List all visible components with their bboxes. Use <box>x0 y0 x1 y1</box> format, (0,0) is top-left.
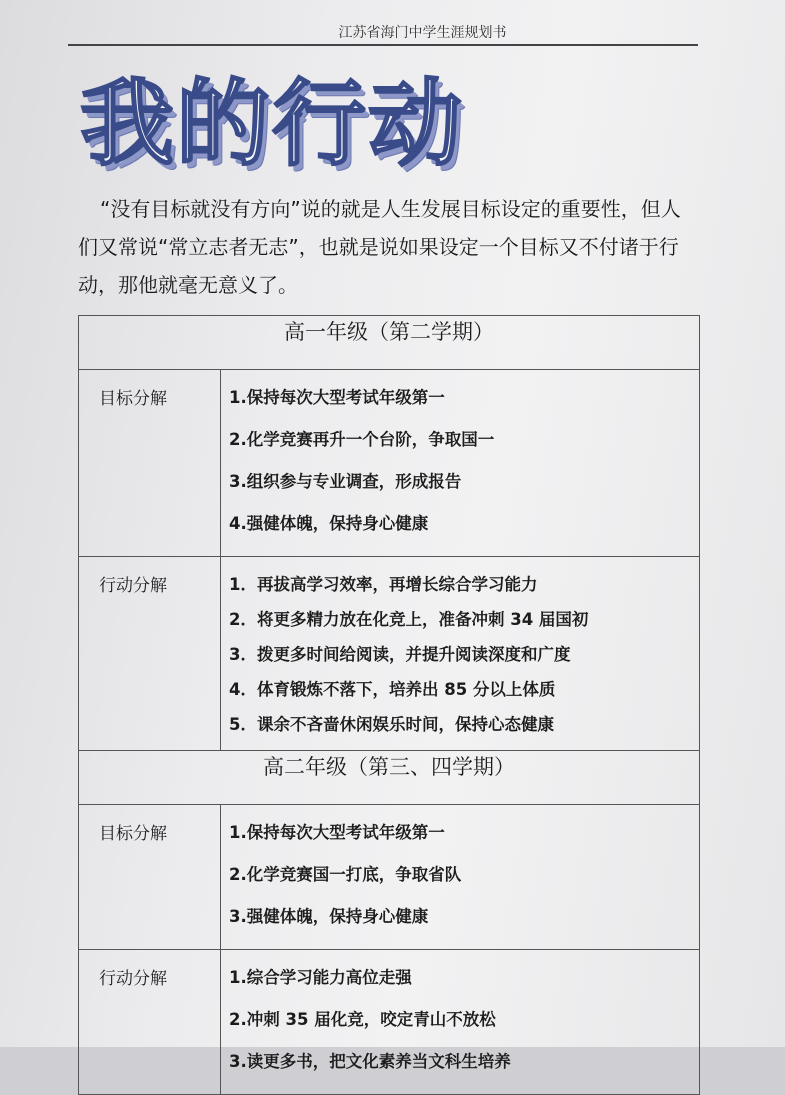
list-item: 3.强健体魄，保持身心健康 <box>229 907 429 926</box>
list-item: 2.冲刺 35 届化竞，咬定青山不放松 <box>229 1010 496 1029</box>
list-item: 3．拨更多时间给阅读，并提升阅读深度和广度 <box>229 645 571 664</box>
goal-list <box>221 805 700 950</box>
list-item: 4．体育锻炼不落下，培养出 85 分以上体质 <box>229 680 556 699</box>
grade-heading: 高一年级（第二学期） <box>79 316 700 370</box>
goal-list <box>221 370 700 557</box>
header-divider <box>68 44 698 46</box>
list-item: 1.综合学习能力高位走强 <box>229 968 412 987</box>
grade-row-2 <box>79 751 700 805</box>
action-label: 行动分解 <box>79 950 221 1095</box>
action-list <box>221 557 700 751</box>
list-item: 1．再拔高学习效率，再增长综合学习能力 <box>229 575 538 594</box>
list-item: 1.保持每次大型考试年级第一 <box>229 823 445 842</box>
grade-row-1 <box>79 316 700 370</box>
list-item: 4.强健体魄，保持身心健康 <box>229 514 429 533</box>
action-plan-table <box>78 315 700 1095</box>
action-row-2 <box>79 950 700 1095</box>
goal-label: 目标分解 <box>79 370 221 557</box>
list-item: 2.化学竞赛国一打底，争取省队 <box>229 865 462 884</box>
list-item: 3.读更多书，把文化素养当文科生培养 <box>229 1052 511 1071</box>
action-label: 行动分解 <box>79 557 221 751</box>
header-title: 江苏省海门中学生涯规划书 <box>338 25 507 41</box>
page-title: 我的行动 <box>80 70 465 179</box>
grade-heading: 高二年级（第三、四学期） <box>79 751 700 805</box>
goal-row-1 <box>79 370 700 557</box>
action-list <box>221 950 700 1095</box>
action-row-1 <box>79 557 700 751</box>
list-item: 2.化学竞赛再升一个台阶，争取国一 <box>229 430 495 449</box>
list-item: 2．将更多精力放在化竞上，准备冲刺 34 届国初 <box>229 610 589 629</box>
list-item: 5．课余不吝啬休闲娱乐时间，保持心态健康 <box>229 715 554 734</box>
list-item: 3.组织参与专业调查，形成报告 <box>229 472 462 491</box>
goal-row-2 <box>79 805 700 950</box>
goal-label: 目标分解 <box>79 805 221 950</box>
list-item: 1.保持每次大型考试年级第一 <box>229 388 445 407</box>
intro-paragraph: “没有目标就没有方向”说的就是人生发展目标设定的重要性，但人们又常说“常立志者无志”，也就是说如果设定一个目标又不付诸于行动，那他就毫无意义了。 <box>78 197 681 297</box>
